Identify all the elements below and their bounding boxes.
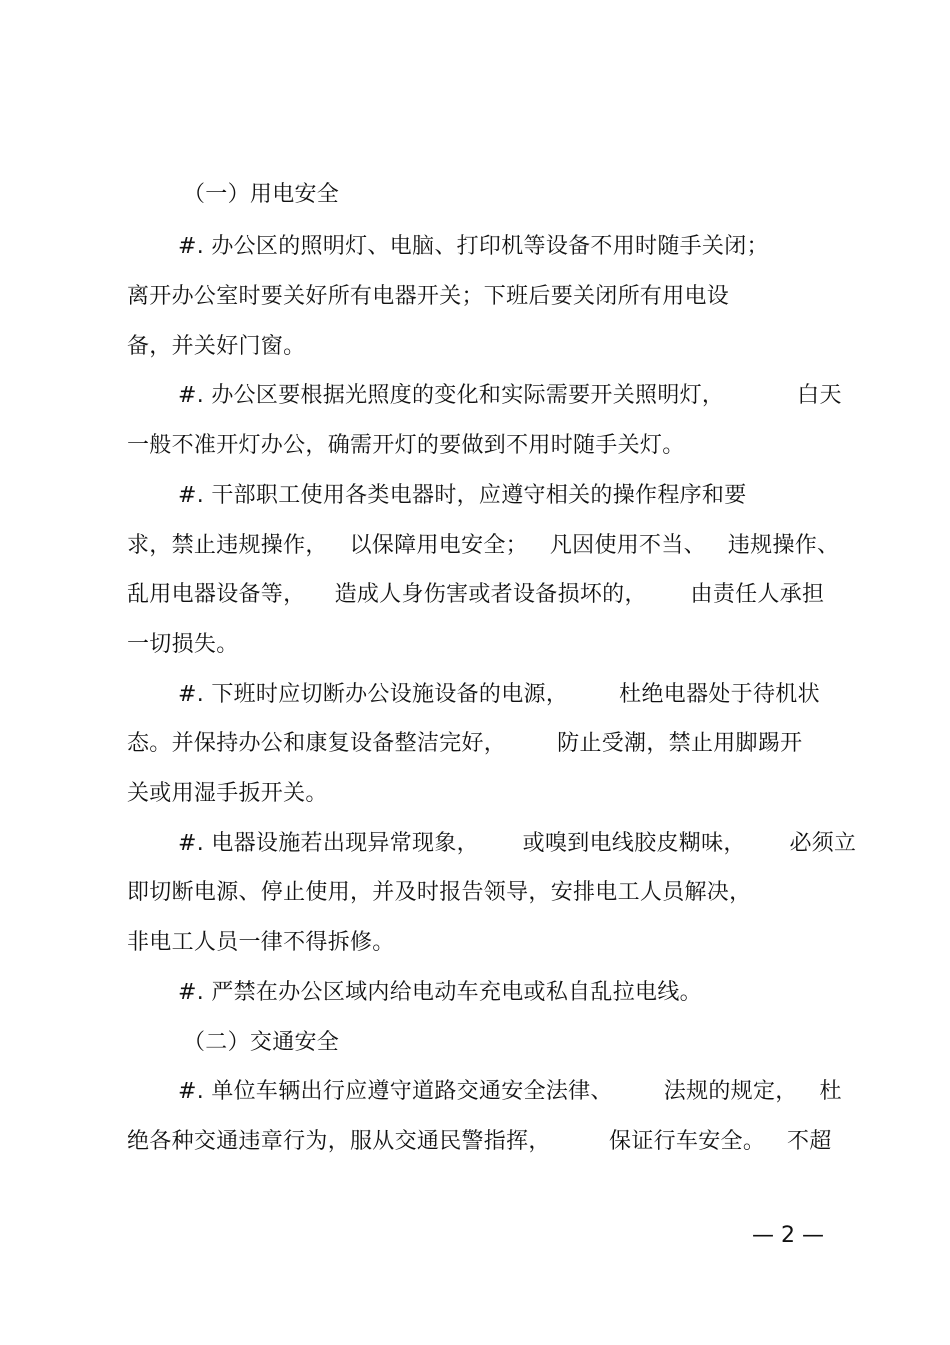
paragraph-line: #. 干部职工使用各类电器时，应遵守相关的操作程序和要 [178,483,747,508]
paragraph-line: 态。并保持办公和康复设备整洁完好， 防止受潮，禁止用脚踢开 [127,731,803,756]
paragraph-line: 非电工人员一律不得拆修。 [127,930,395,955]
paragraph-line: 即切断电源、停止使用，并及时报告领导，安排电工人员解决， [127,880,752,905]
paragraph-line: #. 电器设施若出现异常现象， 或嗅到电线胶皮糊味， 必须立 [178,831,857,856]
paragraph-line: #. 办公区的照明灯、电脑、打印机等设备不用时随手关闭； [178,234,769,259]
paragraph-line: 一般不准开灯办公，确需开灯的要做到不用时随手关灯。 [127,433,685,458]
paragraph-line: 关或用湿手扳开关。 [127,781,328,806]
section-heading-traffic-safety: （二）交通安全 [183,1030,340,1055]
paragraph-line: #. 办公区要根据光照度的变化和实际需要开关照明灯， 白天 [178,383,842,408]
paragraph-line: #. 单位车辆出行应遵守道路交通安全法律、 法规的规定， 杜 [178,1079,842,1104]
paragraph-line: 绝各种交通违章行为，服从交通民警指挥， 保证行车安全。 不超 [127,1129,832,1154]
paragraph-line: 离开办公室时要关好所有电器开关；下班后要关闭所有用电设 [127,284,730,309]
paragraph-line: 乱用电器设备等， 造成人身伤害或者设备损坏的， 由责任人承担 [127,582,825,607]
paragraph-line: #. 严禁在办公区域内给电动车充电或私自乱拉电线。 [178,980,702,1005]
page-number: — 2 — [752,1223,824,1248]
paragraph-line: #. 下班时应切断办公设施设备的电源， 杜绝电器处于待机状 [178,682,820,707]
paragraph-line: 一切损失。 [127,632,239,657]
paragraph-line: 备，并关好门窗。 [127,334,306,359]
section-heading-electrical-safety: （一）用电安全 [183,182,340,207]
paragraph-line: 求，禁止违规操作， 以保障用电安全； 凡因使用不当、 违规操作、 [127,533,840,558]
